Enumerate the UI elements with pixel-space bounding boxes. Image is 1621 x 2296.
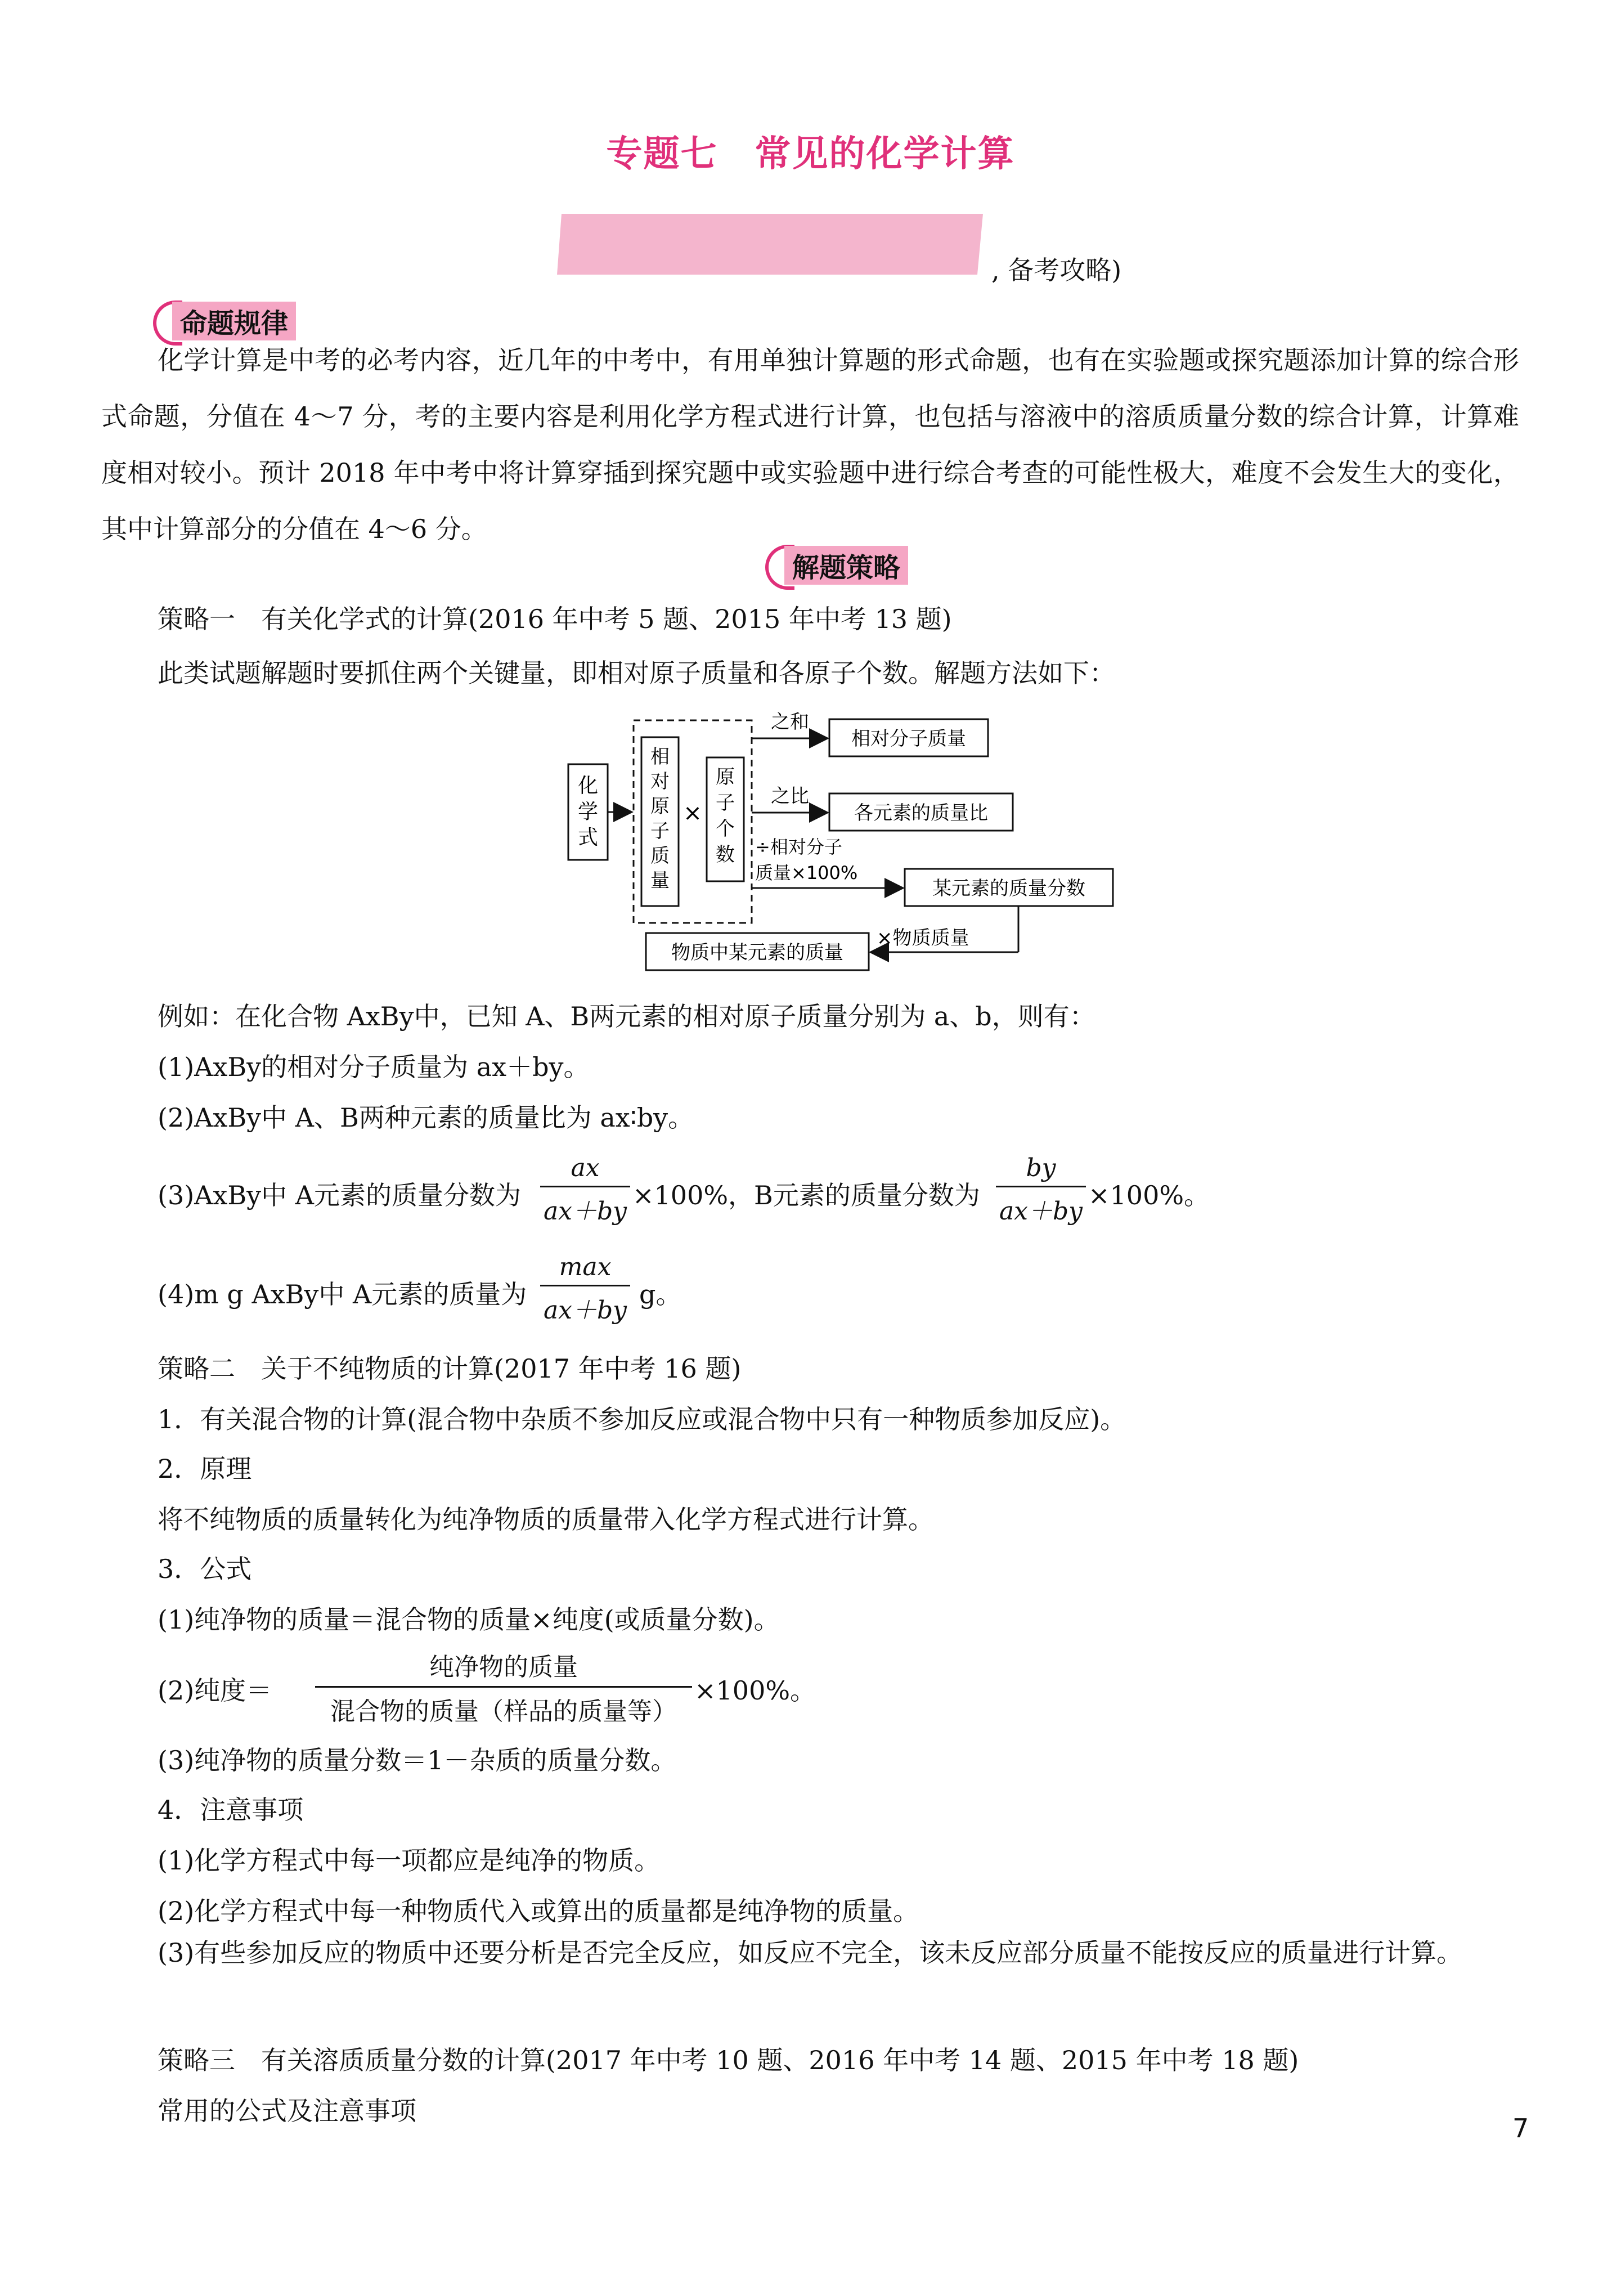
s2-item-4: 4．注意事项: [158, 1795, 304, 1825]
svg-text:质量×100%: 质量×100%: [755, 862, 858, 884]
svg-text:之和: 之和: [771, 711, 809, 733]
strategy1-intro: 此类试题解题时要抓住两个关键量，即相对原子质量和各原子个数。解题方法如下：: [158, 658, 1115, 688]
svg-text:原: 原: [716, 766, 735, 788]
svg-text:化: 化: [577, 774, 599, 797]
svg-text:物质中某元素的质量: 物质中某元素的质量: [671, 941, 843, 964]
svg-text:式: 式: [577, 826, 599, 849]
s2-item-2-text: 将不纯物质的质量转化为纯净物质的质量带入化学方程式进行计算。: [158, 1504, 934, 1535]
strategy3-title: 策略三 有关溶质质量分数的计算(2017 年中考 10 题、2016 年中考 14 题、2015 年中考 18 题): [158, 2045, 1299, 2075]
strategy2-title: 策略二 关于不纯物质的计算(2017 年中考 16 题): [158, 1353, 742, 1384]
times-sign: ×: [683, 800, 702, 826]
example-item-4a: (4)m g AxBy中 A元素的质量为: [158, 1279, 527, 1310]
svg-text:×物质质量: ×物质质量: [877, 927, 969, 949]
fraction-a: ax ax＋by: [540, 1154, 630, 1227]
svg-text:相: 相: [650, 746, 670, 768]
s2-item-3-3: (3)纯净物的质量分数＝1－杂质的质量分数。: [158, 1745, 677, 1775]
section-badge-strategy: 解题策略: [765, 544, 908, 586]
svg-text:个: 个: [716, 818, 735, 840]
svg-text:学: 学: [577, 800, 599, 823]
s2-item-3-2b: ×100%。: [694, 1675, 816, 1706]
page-number: 7: [1512, 2113, 1529, 2143]
strategy3-text: 常用的公式及注意事项: [158, 2096, 416, 2126]
fraction-b: by ax＋by: [996, 1154, 1086, 1227]
s2-item-3-1: (1)纯净物的质量＝混合物的质量×纯度(或质量分数)。: [158, 1604, 780, 1635]
banner-graphic: [557, 214, 987, 275]
s2-item-2: 2．原理: [158, 1454, 252, 1484]
example-item-3b: ×100%，B元素的质量分数为: [632, 1180, 980, 1210]
example-item-4b: g。: [639, 1279, 682, 1310]
s2-item-4-2: (2)化学方程式中每一种物质代入或算出的质量都是纯净物的质量。: [158, 1896, 919, 1926]
fraction-c: max ax＋by: [540, 1253, 630, 1326]
example-item-3c: ×100%。: [1088, 1180, 1210, 1210]
svg-text:数: 数: [716, 844, 735, 866]
example-item-2: (2)AxBy中 A、B两种元素的质量比为 ax∶by。: [158, 1102, 694, 1133]
fraction-purity: 纯净物的质量 混合物的质量（样品的质量等）: [315, 1647, 692, 1727]
svg-text:对: 对: [650, 770, 670, 793]
example-item-3a: (3)AxBy中 A元素的质量分数为: [158, 1180, 521, 1210]
example-intro: 例如：在化合物 AxBy中，已知 A、B两元素的相对原子质量分别为 a、b，则有：: [158, 1001, 1095, 1032]
svg-text:之比: 之比: [771, 785, 809, 808]
banner-caption: , 备考攻略): [991, 255, 1122, 285]
s2-item-4-3: (3)有些参加反应的物质中还要分析是否完全反应，如反应不完全，该未反应部分质量不能按反应的质量进行计算。: [158, 1938, 1463, 1968]
svg-text:相对分子质量: 相对分子质量: [851, 728, 966, 750]
example-item-1: (1)AxBy的相对分子质量为 ax＋by。: [158, 1052, 590, 1082]
s2-item-1: 1．有关混合物的计算(混合物中杂质不参加反应或混合物中只有一种物质参加反应)。: [158, 1404, 1126, 1434]
strategy1-title: 策略一 有关化学式的计算(2016 年中考 5 题、2015 年中考 13 题): [158, 604, 952, 634]
svg-text:原: 原: [650, 795, 670, 818]
svg-text:量: 量: [650, 869, 670, 892]
svg-text:各元素的质量比: 各元素的质量比: [854, 802, 988, 824]
formula-diagram: [557, 702, 1131, 972]
s2-item-3-2a: (2)纯度＝: [158, 1675, 272, 1706]
s2-item-4-1: (1)化学方程式中每一项都应是纯净的物质。: [158, 1845, 661, 1876]
svg-text:子: 子: [716, 792, 735, 814]
svg-text:子: 子: [650, 820, 670, 842]
s2-item-3: 3．公式: [158, 1554, 252, 1584]
svg-text:某元素的质量分数: 某元素的质量分数: [932, 877, 1085, 900]
section-badge-pattern: 命题规律: [153, 299, 296, 342]
svg-text:÷相对分子: ÷相对分子: [755, 836, 842, 858]
pattern-paragraph: 化学计算是中考的必考内容，近几年的中考中，有用单独计算题的形式命题，也有在实验题或探究题添加计算的综合形式命题，分值在 4～7 分，考的主要内容是利用化学方程式进行计算，也包括与溶液中的溶质质量分数的综合计算，计算难度相对较小。预计 2018 年中考中将计算穿插到探究题中或实验题中进行综合考查的可能性极大，难度不会发生大的变化，其中计算部分的分值在 4～6 分。: [101, 345, 1519, 544]
svg-text:质: 质: [650, 845, 670, 867]
page-title: 专题七 常见的化学计算: [606, 133, 1015, 175]
